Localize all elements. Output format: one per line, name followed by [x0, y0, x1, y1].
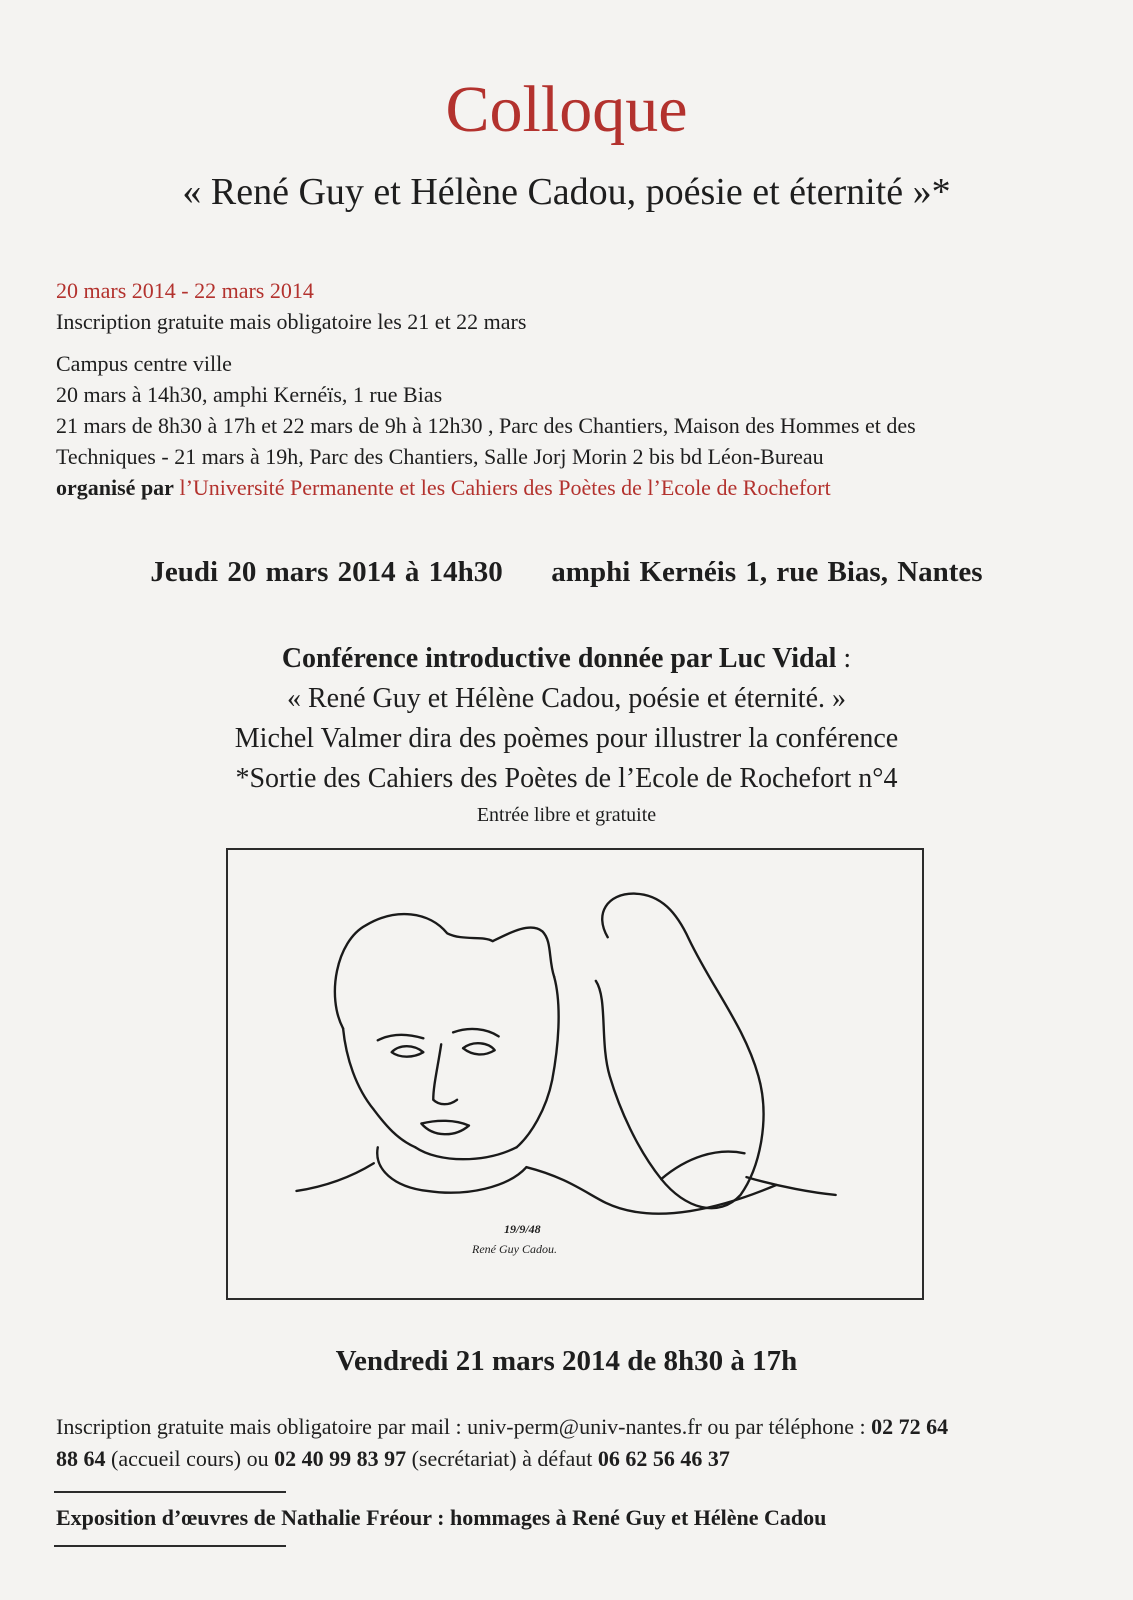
- phone-secretariat: 02 40 99 83 97: [274, 1446, 407, 1471]
- exhibition-note: Exposition d’œuvres de Nathalie Fréour : hommages à René Guy et Hélène Cadou: [56, 1505, 827, 1530]
- conference-speaker: Conférence introductive donnée par Luc Vidal: [281, 643, 837, 674]
- phone-accueil-part2: 88 64: [56, 1446, 106, 1471]
- thursday-when: Jeudi 20 mars 2014 à 14h30: [150, 556, 503, 588]
- organizer-line: [56, 472, 831, 503]
- conference-reading: Michel Valmer dira des poèmes pour illustrer la conférence: [234, 723, 899, 754]
- schedule-20-mars: 20 mars à 14h30, amphi Kernéïs, 1 rue Bias: [56, 382, 443, 407]
- page-title: Colloque: [445, 73, 688, 146]
- organizer-name: l’Université Permanente et les Cahiers des Poètes de l’Ecole de Rochefort: [179, 475, 831, 500]
- divider-bottom: [54, 1545, 286, 1547]
- organizer-label: organisé par: [56, 475, 174, 500]
- contact-line-1: [56, 1414, 948, 1440]
- registration-note: Inscription gratuite mais obligatoire les 21 et 22 mars: [56, 309, 527, 334]
- drawing-date: 19/9/48: [504, 1222, 541, 1236]
- phone-secretariat-note: (secrétariat) à défaut: [406, 1446, 598, 1471]
- entry-note: Entrée libre et gratuite: [476, 804, 657, 826]
- cahiers-release: *Sortie des Cahiers des Poètes de l’Ecole de Rochefort n°4: [235, 763, 898, 794]
- phone-accueil-part1: 02 72 64: [871, 1414, 949, 1439]
- phone-fallback: 06 62 56 46 37: [597, 1446, 730, 1471]
- thursday-where: amphi Kernéis 1, rue Bias, Nantes: [551, 556, 983, 588]
- divider-top: [54, 1491, 286, 1493]
- drawing-signature: René Guy Cadou.: [472, 1242, 557, 1256]
- campus-label: Campus centre ville: [56, 351, 232, 376]
- portrait-line-art: [228, 850, 922, 1298]
- thursday-session-heading: [0, 556, 1133, 589]
- phone-accueil-note: (accueil cours) ou: [105, 1446, 275, 1471]
- contact-intro: Inscription gratuite mais obligatoire par mail : univ-perm@univ-nantes.fr ou par téléphone :: [56, 1414, 872, 1439]
- portrait-drawing: [226, 848, 924, 1300]
- colloquium-subtitle: « René Guy et Hélène Cadou, poésie et éternité »*: [182, 171, 951, 213]
- friday-session-heading: Vendredi 21 mars 2014 de 8h30 à 17h: [335, 1345, 798, 1377]
- contact-line-2: [56, 1446, 730, 1472]
- schedule-21-mars-evening: Techniques - 21 mars à 19h, Parc des Chantiers, Salle Jorj Morin 2 bis bd Léon-Bureau: [56, 444, 824, 469]
- conference-colon: :: [836, 643, 852, 674]
- event-dates: 20 mars 2014 - 22 mars 2014: [56, 278, 314, 303]
- conference-heading: [0, 643, 1133, 675]
- conference-title: « René Guy et Hélène Cadou, poésie et éternité. »: [286, 683, 847, 714]
- schedule-21-22-mars: 21 mars de 8h30 à 17h et 22 mars de 9h à 12h30 , Parc des Chantiers, Maison des Hommes et des: [56, 413, 916, 438]
